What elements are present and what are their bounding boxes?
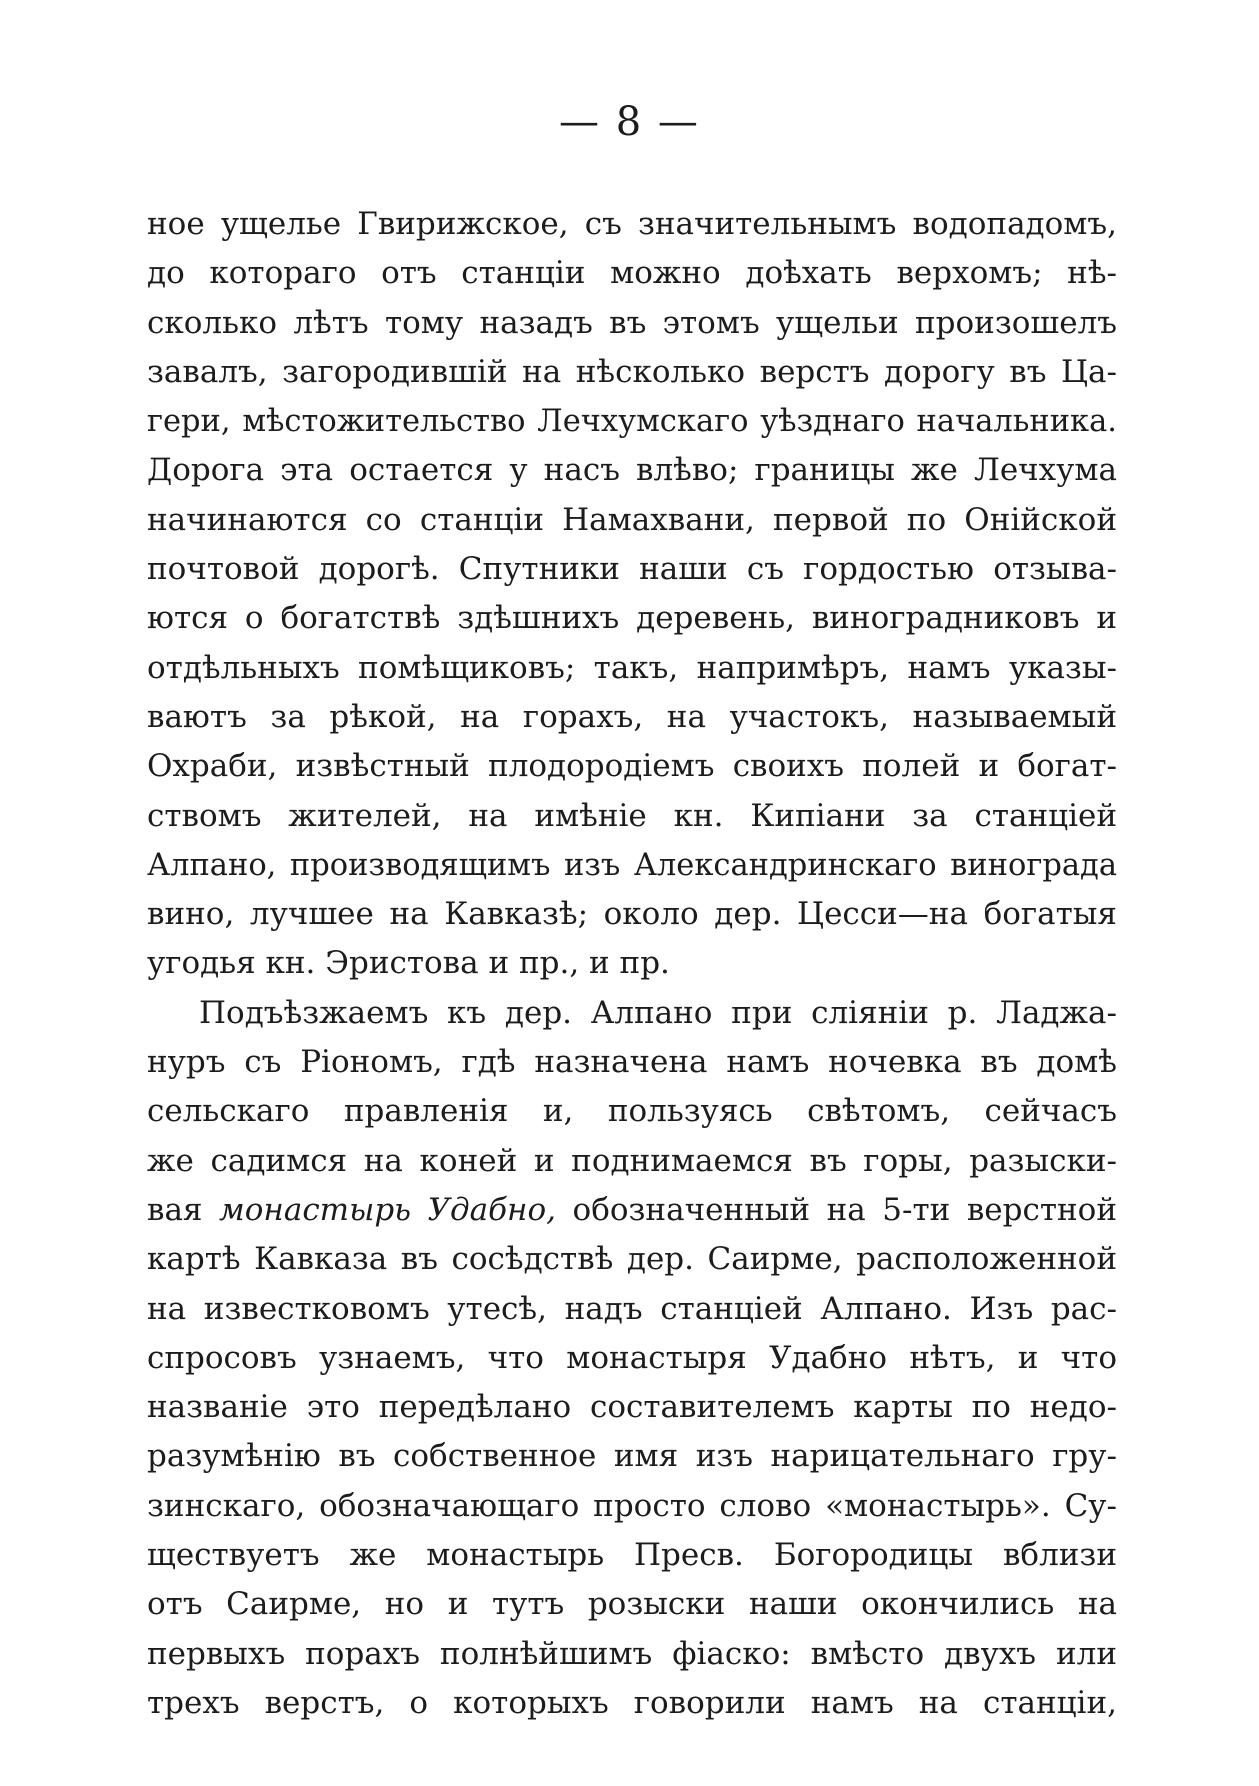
text-line: гери, мѣстожительство Лечхумскаго уѣзднаго начальника. [147,404,1117,440]
text-line: трехъ верстъ, о которыхъ говорили намъ на станціи, [147,1684,1117,1721]
text-line: на известковомъ утесѣ, надъ станціей Алпано. Изъ рас- [147,1290,1117,1327]
text-line: спросовъ узнаемъ, что монастыря Удабно нѣтъ, и что [147,1339,1117,1376]
text-line: ное ущелье Гвирижское, съ значительнымъ водопадомъ, [147,206,1117,242]
text-line: отдѣльныхъ помѣщиковъ; такъ, напримѣръ, намъ указы- [147,649,1117,686]
text-line: Дорога эта остается у насъ влѣво; границы же Лечхума [147,452,1117,489]
line-text-before: вая [147,1191,220,1228]
italic-phrase: монастырь Удабно, [219,1191,556,1228]
text-line: ствомъ жителей, на имѣніе кн. Кипіани за станціей [147,797,1117,834]
text-line: до котораго отъ станціи можно доѣхать верхомъ; нѣ- [147,255,1117,292]
text-line: нуръ съ Ріономъ, гдѣ назначена намъ ночевка въ домѣ [147,1044,1117,1081]
paragraph-start-line: Подъѣзжаемъ къ дер. Алпано при сліяніи р. Ладжа- [199,994,1117,1031]
text-line: сельскаго правленія и, пользуясь свѣтомъ, сейчасъ [147,1093,1117,1130]
text-line-with-italic [147,1186,1117,1235]
text-line: картѣ Кавказа въ сосѣдствѣ дер. Саирме, расположенной [147,1241,1117,1278]
line-text-after: обозначенный на 5-ти верстной [555,1191,1117,1228]
text-line: первыхъ порахъ полнѣйшимъ фіаско: вмѣсто двухъ или [147,1635,1117,1672]
text-line: сколько лѣтъ тому назадъ въ этомъ ущельи произошелъ [147,304,1117,341]
text-line: ществуетъ же монастырь Пресв. Богородицы вблизи [147,1537,1117,1574]
text-line: отъ Саирме, но и тутъ розыски наши окончились на [147,1586,1117,1623]
text-line: разумѣнію въ собственное имя изъ нарицательнаго гру- [147,1438,1117,1475]
paragraph-end-line: угодья кн. Эристова и пр., и пр. [147,945,670,982]
text-line: зинскаго, обозначающаго просто слово «монастырь». Су- [147,1487,1117,1524]
text-line: вино, лучшее на Кавказѣ; около дер. Цесси—на богатыя [147,896,1117,933]
text-line: почтовой дорогѣ. Спутники наши съ гордостью отзыва- [147,551,1117,588]
text-line: же садимся на коней и поднимаемся въ горы, разыски- [147,1142,1117,1179]
text-line: Алпано, производящимъ изъ Александринскаго винограда [147,847,1117,883]
text-line: ваютъ за рѣкой, на горахъ, на участокъ, называемый [147,698,1117,735]
body-text [147,200,1117,1728]
page-number: — 8 — [559,99,700,145]
text-line: Охраби, извѣстный плодородіемъ своихъ полей и богат- [147,748,1117,785]
text-line: начинаются со станціи Намахвани, первой по Онійской [147,501,1117,538]
text-line: ются о богатствѣ здѣшнихъ деревень, виноградниковъ и [147,600,1117,637]
text-line: завалъ, загородившій на нѣсколько верстъ дорогу въ Ца- [147,353,1117,390]
text-line: названіе это передѣлано составителемъ карты по недо- [147,1389,1117,1426]
